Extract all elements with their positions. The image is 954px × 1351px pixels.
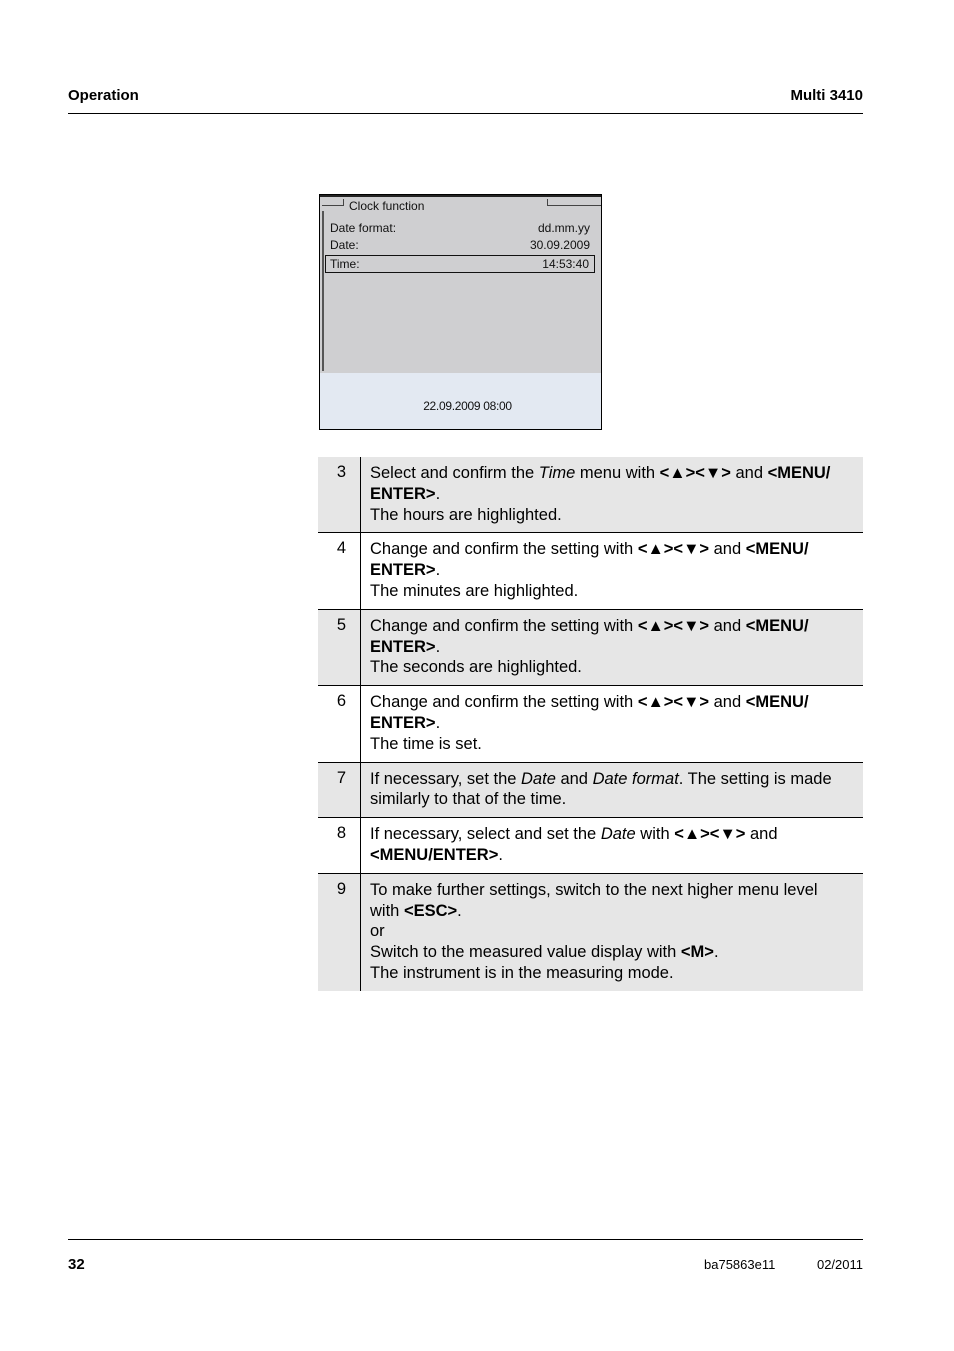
- step-number: 3: [318, 457, 361, 532]
- step-number: 6: [318, 686, 361, 761]
- menu-item-value: dd.mm.yy: [537, 221, 590, 235]
- screen-menu-area: [320, 195, 601, 373]
- step-text: If necessary, set the Date and Date format. The setting is made similarly to that of the time.: [370, 769, 832, 809]
- step-row: [318, 763, 863, 819]
- step-text: Change and confirm the setting with <▲><▼> and <MENU/ ENTER>. The seconds are highlighted.: [361, 610, 863, 685]
- step-row: [318, 686, 863, 762]
- step-row: [318, 874, 863, 991]
- key-arrows: <▲><▼>: [674, 825, 746, 844]
- step-number: 7: [318, 763, 361, 818]
- key-arrows: <▲><▼>: [659, 464, 731, 482]
- menu-item-time-selected[interactable]: [325, 255, 595, 273]
- step-number: 4: [318, 533, 361, 608]
- page-number: 32: [68, 1256, 85, 1273]
- step-row: [318, 533, 863, 609]
- screen-menu-title: Clock function: [349, 199, 425, 213]
- key-esc: <ESC>: [403, 901, 458, 920]
- step-row: [318, 457, 863, 533]
- key-arrows: <▲><▼>: [637, 540, 710, 559]
- key-m: <M>: [680, 943, 714, 962]
- key-menu-enter: <MENU/: [745, 616, 809, 635]
- step-text: To make further settings, switch to the next higher menu level with <ESC>. or Switch to the measured value display with <M>. The instrument is in the measuring mode.: [361, 874, 863, 991]
- menu-item-label: Time:: [330, 257, 360, 271]
- menu-item-label: Date:: [330, 238, 359, 252]
- key-menu-enter: <MENU/: [745, 693, 809, 712]
- step-result: The instrument is in the measuring mode.: [370, 963, 674, 982]
- step-number: 8: [318, 818, 361, 873]
- step-result: The hours are highlighted.: [370, 505, 562, 524]
- screen-status-datetime: 22.09.2009 08:00: [423, 399, 512, 413]
- header-product-name: Multi 3410: [790, 87, 863, 104]
- key-arrows: <▲><▼>: [637, 693, 710, 712]
- step-text: If necessary, select and set the Date with <▲><▼> and <MENU/ENTER>.: [370, 825, 778, 864]
- step-number: 9: [318, 874, 361, 991]
- menu-item-label: Date format:: [330, 221, 397, 235]
- footer-rule: [68, 1239, 863, 1240]
- document-date: 02/2011: [816, 1257, 863, 1272]
- step-number: 5: [318, 610, 361, 685]
- step-row: [318, 610, 863, 686]
- key-menu-enter: <MENU/ENTER>: [370, 845, 499, 864]
- step-row: [318, 818, 863, 874]
- key-menu-enter: <MENU/: [767, 464, 831, 482]
- step-text: Change and confirm the setting with <▲><▼> and <MENU/ ENTER>. The time is set.: [361, 686, 863, 761]
- document-code: ba75863e11: [704, 1257, 776, 1272]
- steps-table: [318, 457, 863, 991]
- menu-item-value: 30.09.2009: [529, 238, 590, 252]
- step-result: The minutes are highlighted.: [370, 581, 579, 600]
- key-arrows: <▲><▼>: [637, 616, 710, 635]
- step-result: The seconds are highlighted.: [370, 658, 582, 677]
- header-rule: [68, 113, 863, 114]
- header-section-title: Operation: [68, 87, 139, 104]
- step-text: Select and confirm the Time menu with <▲><▼> and <MENU/ ENTER>. The hours are highlighted.: [361, 457, 863, 532]
- device-screen: [319, 194, 602, 430]
- step-result: The time is set.: [370, 734, 482, 753]
- key-menu-enter: <MENU/: [745, 540, 809, 559]
- step-text: Change and confirm the setting with <▲><▼> and <MENU/ ENTER>. The minutes are highlighted.: [361, 533, 863, 608]
- menu-item-value: 14:53:40: [542, 257, 589, 271]
